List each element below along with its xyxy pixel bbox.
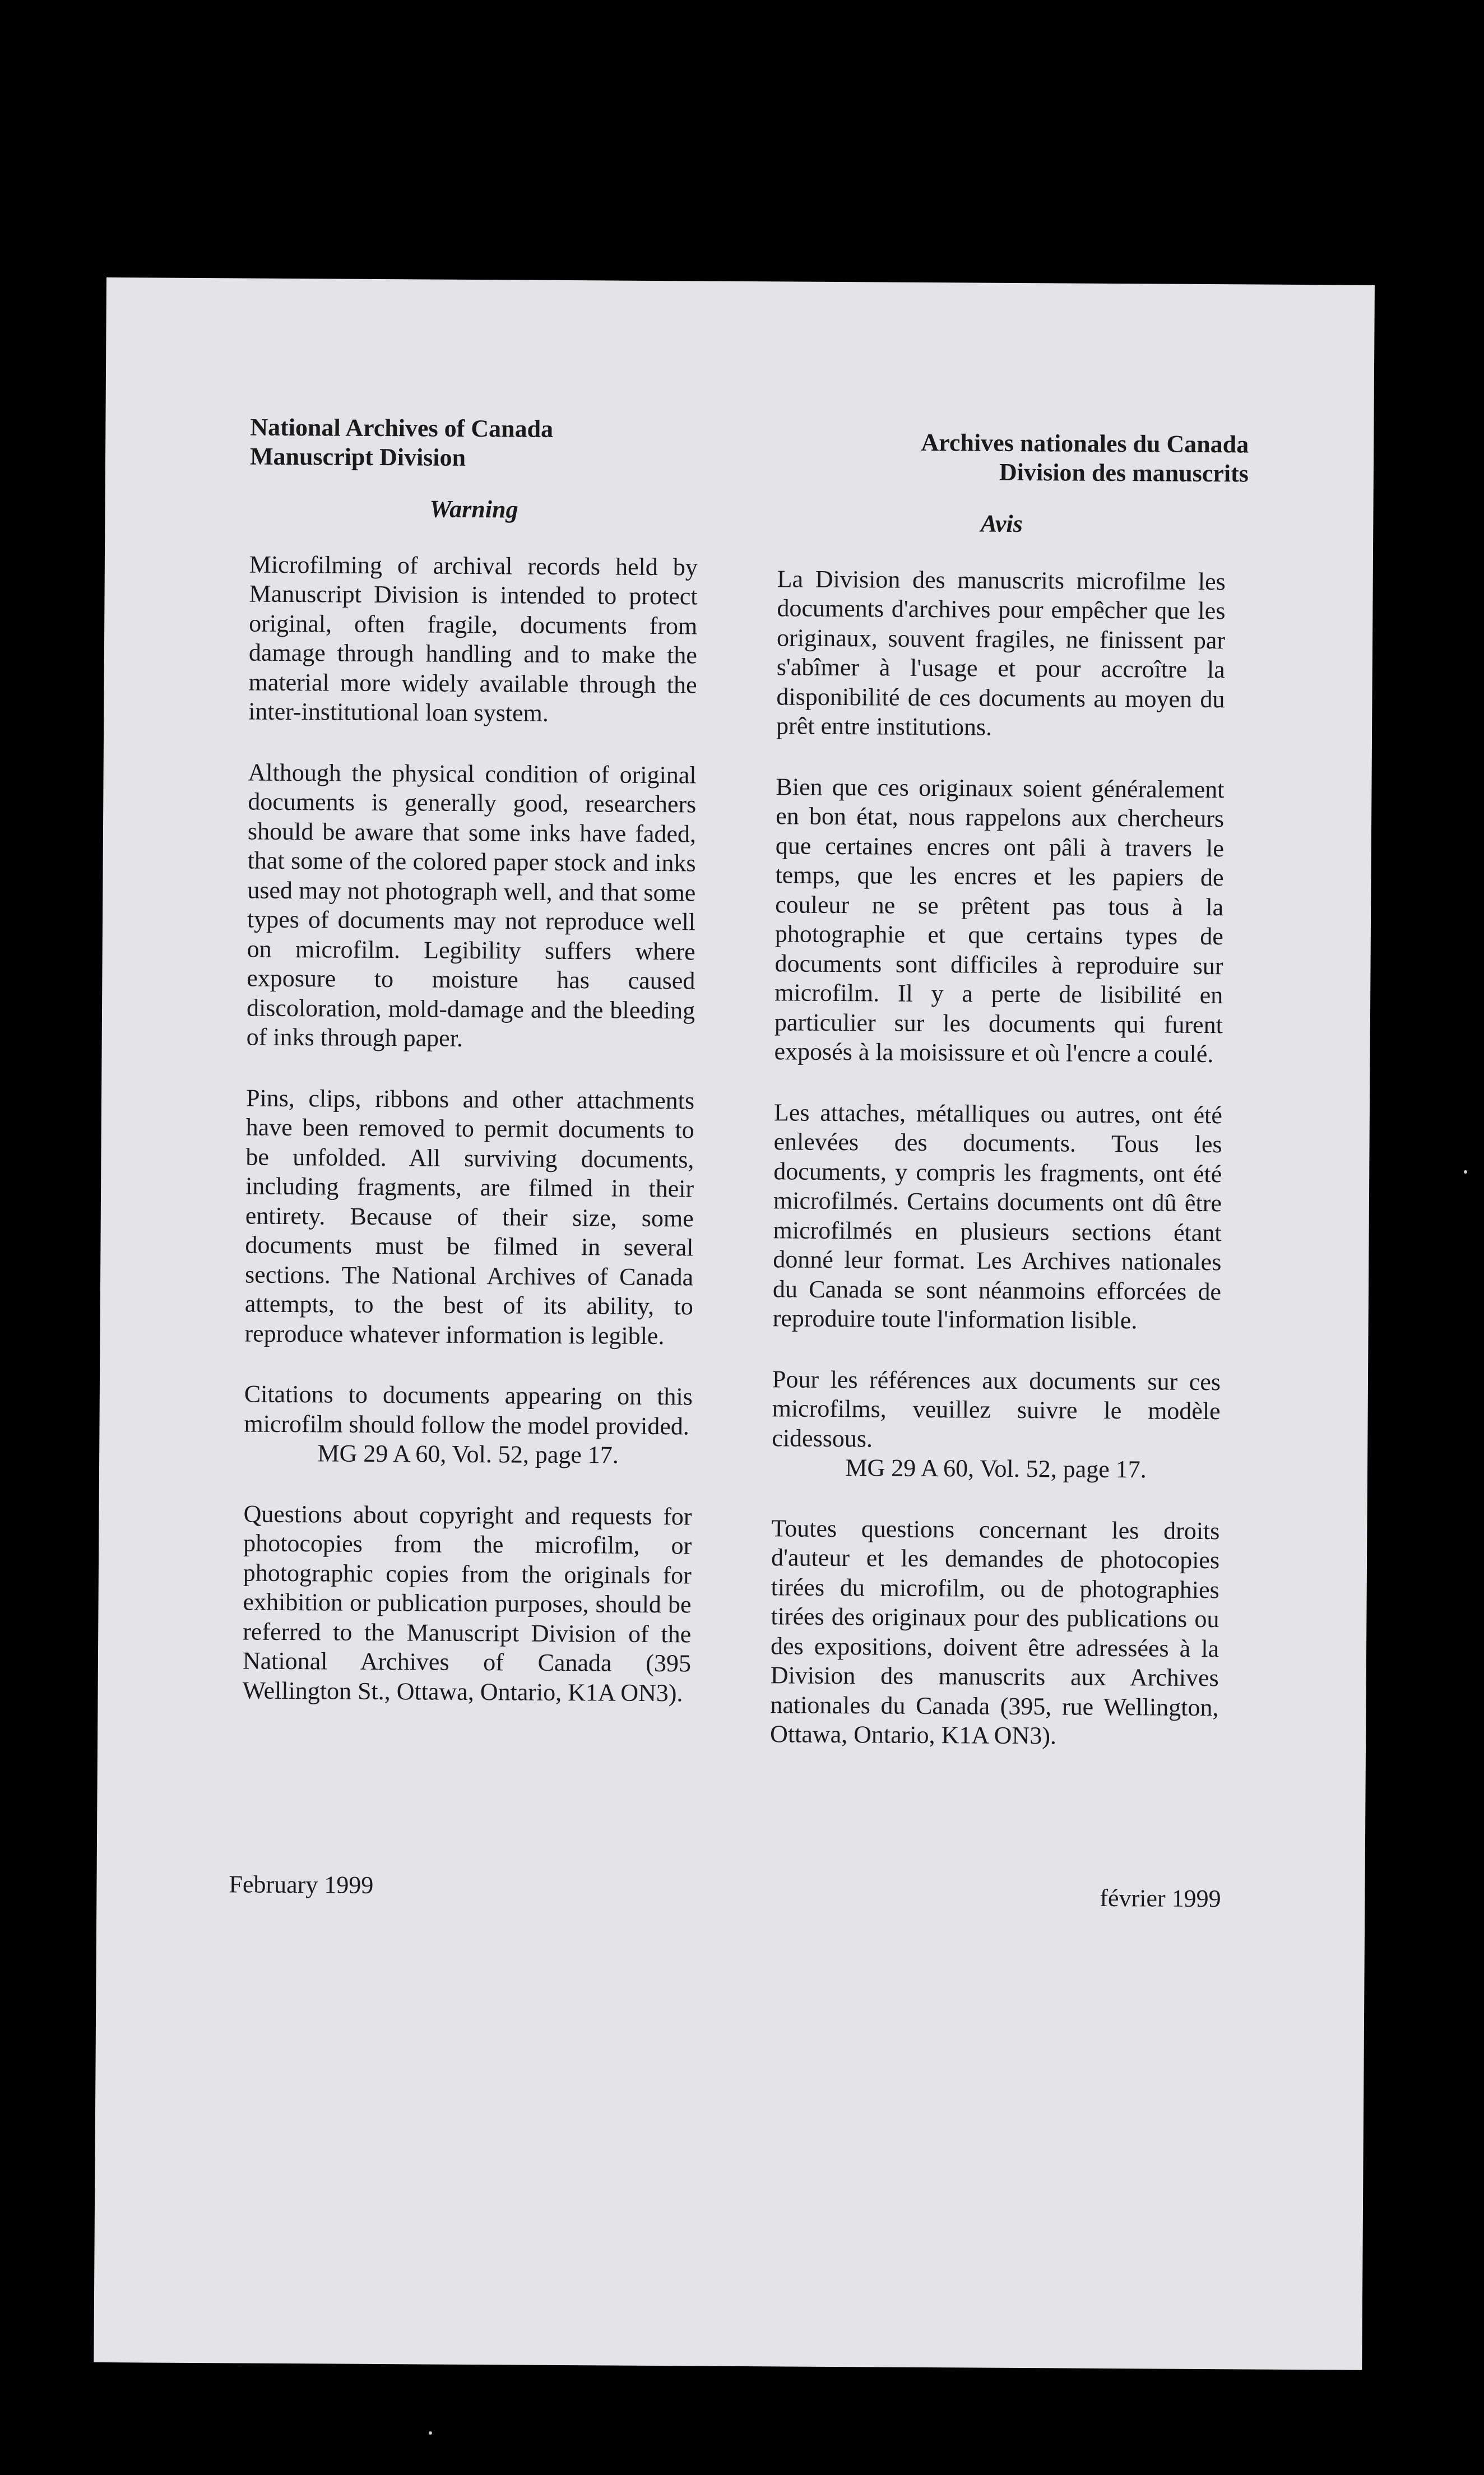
english-paragraph-5: Questions about copyright and requests for photocopies from the microfilm, or photographic copies from the originals for exhibition or publication purposes, should be referred to the Manuscript Division of the National Archives of Canada (395 Wellington St., Ottawa, Ontario, K1A ON3). xyxy=(242,1500,692,1707)
english-header-line2: Manuscript Division xyxy=(249,442,466,471)
english-citation: MG 29 A 60, Vol. 52, page 17. xyxy=(317,1439,619,1469)
english-paragraph-4: Citations to documents appearing on this microfilm should follow the model provided. xyxy=(244,1380,693,1440)
english-column xyxy=(242,413,698,1740)
french-citation: MG 29 A 60, Vol. 52, page 17. xyxy=(845,1454,1147,1484)
english-paragraph-2: Although the physical condition of original documents is generally good, researchers should be aware that some inks have faded, that some of the colored paper stock and inks used may not photograph well, and that some types of documents may not reproduce well on microfilm. Legibility suffers where exposure to moisture has caused discoloration, mold-damage and the bleeding of inks through paper. xyxy=(246,758,697,1052)
document-page xyxy=(94,277,1375,2370)
french-paragraph-3: Les attaches, métalliques ou autres, ont été enlevées des documents. Tous les documents, y compris les fragments, ont été microfilmés. Certains documents ont dû être microfilmés en plusieurs sections étant donné leur format. Les Archives nationales du Canada se sont néanmoins efforcées de reproduire toute l'information lisible. xyxy=(772,1098,1223,1334)
french-title: Avis xyxy=(980,509,1023,537)
french-header-line1: Archives nationales du Canada xyxy=(921,428,1249,458)
french-date: février 1999 xyxy=(1100,1884,1221,1913)
film-speck xyxy=(1464,1170,1467,1174)
french-paragraph-2: Bien que ces originaux soient généralement en bon état, nous rappelons aux chercheurs que certaines encres ont pâli à travers le temps, que les encres et les papiers de couleur ne se prêtent pas tous à la photographie et que certains types de documents sont difficiles à reproduire sur microfilm. Il y a perte de lisibilité en particulier sur les documents qui furent exposés à la moisissure et où l'encre a coulé. xyxy=(774,772,1225,1068)
french-paragraph-5: Toutes questions concernant les droits d'auteur et les demandes de photocopies tirées du microfilm, ou de photographies tirées des originaux pour des publications ou des expositions, doivent être adressées à la Division des manuscrits aux Archives nationales du Canada (395, rue Wellington, Ottawa, Ontario, K1A ON3). xyxy=(769,1514,1220,1750)
french-paragraph-4: Pour les références aux documents sur ces microfilms, veuillez suivre le modèle cidessous. xyxy=(772,1365,1221,1452)
french-paragraph-1: La Division des manuscrits microfilme les documents d'archives pour empêcher que les originaux, souvent fragiles, ne finissent par s'abîmer à l'usage et pour accroître la disponibilité de ces documents au moyen du prêt entre institutions. xyxy=(776,564,1226,741)
english-paragraph-1: Microfilming of archival records held by Manuscript Division is intended to protect original, often fragile, documents from damage through handling and to make the material more widely available through the inter-institutional loan system. xyxy=(248,550,698,727)
english-date: February 1999 xyxy=(229,1870,374,1899)
french-header-line2: Division des manuscrits xyxy=(999,458,1249,488)
english-title: Warning xyxy=(429,495,518,523)
english-header xyxy=(250,413,699,474)
french-header xyxy=(778,427,1249,488)
french-column xyxy=(769,427,1249,1783)
english-header-line1: National Archives of Canada xyxy=(250,413,554,443)
film-speck xyxy=(429,2431,432,2435)
english-paragraph-3: Pins, clips, ribbons and other attachments have been removed to permit documents to be unfolded. All surviving documents, including fragments, are filmed in their entirety. Because of their size, some documents must be filmed in several sections. The National Archives of Canada attempts, to the best of its ability, to reproduce whatever information is legible. xyxy=(244,1084,695,1350)
